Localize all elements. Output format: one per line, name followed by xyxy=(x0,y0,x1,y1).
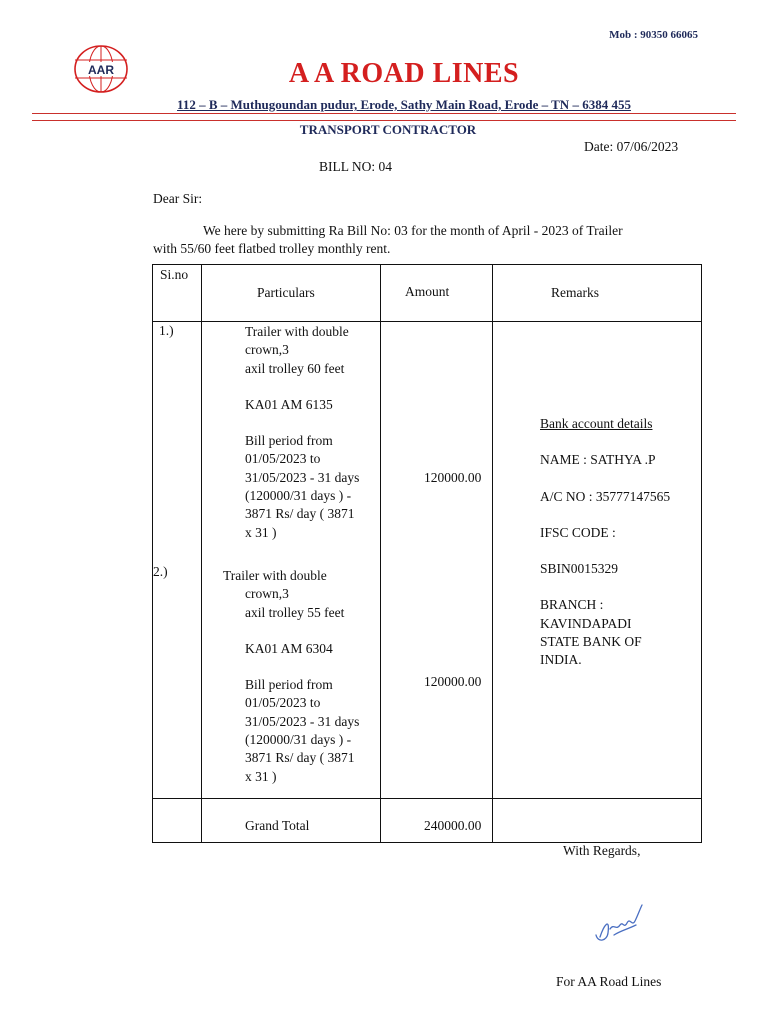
row-1-amount: 120000.00 xyxy=(424,470,482,485)
row-2-vehicle: KA01 AM 6304 xyxy=(245,640,333,656)
row-1-particulars: Trailer with double crown,3 axil trolley 60 feet KA01 AM 6135 Bill period from 01/05/2023 to 31/05/2023 - 31 days (120000/31 days ) - 3871 Rs/ day ( 3871 x 31 ) xyxy=(245,324,360,540)
bank-name: NAME : SATHYA .P xyxy=(540,452,656,468)
mobile-number: Mob : 90350 66065 xyxy=(609,29,698,41)
bill-table xyxy=(152,264,702,843)
bank-details-heading: Bank account details xyxy=(540,416,653,431)
row-1-vehicle: KA01 AM 6135 xyxy=(245,396,333,412)
intro-paragraph xyxy=(153,222,673,258)
bill-date: Date: 07/06/2023 xyxy=(584,139,679,154)
row-2-sino: 2.) xyxy=(153,564,168,579)
table-row xyxy=(153,322,702,799)
row-2-amount: 120000.00 xyxy=(424,674,482,689)
intro-line: We here by submitting Ra Bill No: 03 for the month of April - 2023 of Trailer xyxy=(203,223,623,238)
closing-regards: With Regards, xyxy=(563,843,641,858)
salutation: Dear Sir: xyxy=(153,191,203,206)
signature-icon xyxy=(590,895,650,950)
grand-total-label: Grand Total xyxy=(245,818,310,833)
bank-details: Bank account details NAME : SATHYA .P A/C NO : 35777147565 IFSC CODE : SBIN0015329 BRANCH : KAVINDAPADI STATE BANK OF INDIA. xyxy=(540,416,671,668)
grand-total-amount: 240000.00 xyxy=(424,818,482,833)
header-remarks: Remarks xyxy=(493,265,702,322)
header-amount: Amount xyxy=(381,265,493,322)
bank-ifsc-value: SBIN0015329 xyxy=(540,561,619,577)
bank-account-number: A/C NO : 35777147565 xyxy=(540,488,671,504)
company-name: A A ROAD LINES xyxy=(288,58,520,89)
remarks-cell xyxy=(493,322,702,799)
header-divider-top xyxy=(32,113,736,114)
row-2-particulars: Trailer with double crown,3 axil trolley 55 feet KA01 AM 6304 Bill period from 01/05/2023 to 31/05/2023 - 31 days (120000/31 days ) - 3871 Rs/ day ( 3871 x 31 ) xyxy=(223,568,360,784)
company-address: 112 – B – Muthugoundan pudur, Erode, Sathy Main Road, Erode – TN – 6384 455 xyxy=(177,97,631,112)
bank-ifsc-label: IFSC CODE : xyxy=(540,524,616,540)
bill-number: BILL NO: 04 xyxy=(319,159,392,174)
amount-cell xyxy=(381,322,493,799)
header-sino: Si.no xyxy=(153,265,202,322)
company-tagline: TRANSPORT CONTRACTOR xyxy=(299,122,477,137)
header-particulars: Particulars xyxy=(202,265,381,322)
table-header-row xyxy=(153,265,702,322)
intro-line: with 55/60 feet flatbed trolley monthly rent. xyxy=(153,241,391,256)
header-divider-bottom xyxy=(32,120,736,121)
logo-text: AAR xyxy=(88,63,114,77)
row-1-sino: 1.) xyxy=(159,323,174,338)
grand-total-row xyxy=(153,799,702,843)
particulars-cell xyxy=(202,322,381,799)
sino-cell xyxy=(153,322,202,799)
signatory-company: For AA Road Lines xyxy=(556,974,662,989)
